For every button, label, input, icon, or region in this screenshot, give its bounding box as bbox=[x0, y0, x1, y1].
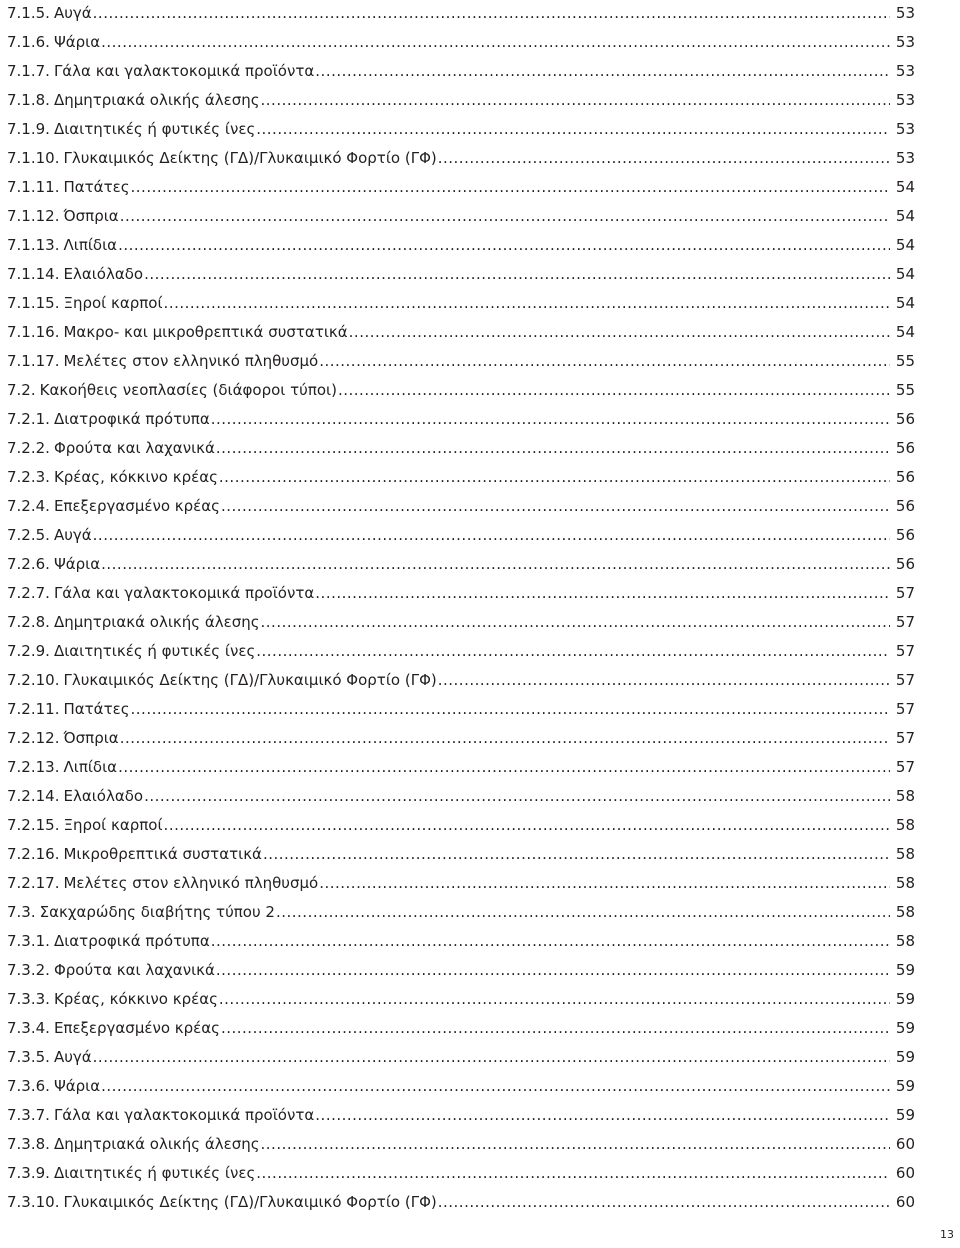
toc-entry-number: 7.2.7. bbox=[7, 584, 50, 602]
toc-entry-page: 55 bbox=[895, 352, 915, 370]
toc-entry-page: 59 bbox=[895, 1106, 915, 1124]
toc-entry-title: Λιπίδια bbox=[63, 758, 118, 776]
toc-entry-page: 60 bbox=[895, 1135, 915, 1153]
toc-entry bbox=[7, 637, 915, 666]
toc-entry-number: 7.1.15. bbox=[7, 294, 60, 312]
toc-entry-number: 7.2.14. bbox=[7, 787, 60, 805]
toc-entry bbox=[7, 811, 915, 840]
toc-entry-number: 7.3.10. bbox=[7, 1193, 60, 1211]
toc-entry-page: 56 bbox=[895, 410, 915, 428]
toc-entry-number: 7.1.9. bbox=[7, 120, 50, 138]
toc-entry-title: Όσπρια bbox=[63, 729, 119, 747]
dot-leader bbox=[118, 231, 890, 260]
toc-entry-title: Ελαιόλαδο bbox=[63, 787, 144, 805]
toc-entry-number: 7.2.11. bbox=[7, 700, 60, 718]
toc-entry-page: 58 bbox=[895, 874, 915, 892]
toc-entry bbox=[7, 521, 915, 550]
toc-entry-number: 7.1.8. bbox=[7, 91, 50, 109]
toc-entry-page: 57 bbox=[895, 671, 915, 689]
toc-entry-number: 7.3.6. bbox=[7, 1077, 50, 1095]
toc-entry-title: Μελέτες στον ελληνικό πληθυσμό bbox=[63, 352, 319, 370]
toc-entry-page: 59 bbox=[895, 1019, 915, 1037]
toc-entry-title: Διαιτητικές ή φυτικές ίνες bbox=[53, 1164, 256, 1182]
toc-entry bbox=[7, 28, 915, 57]
toc-entry-page: 53 bbox=[895, 120, 915, 138]
dot-leader bbox=[315, 57, 890, 86]
toc-entry-number: 7.3.5. bbox=[7, 1048, 50, 1066]
dot-leader bbox=[101, 1072, 890, 1101]
toc-entry-number: 7.1.10. bbox=[7, 149, 60, 167]
toc-entry-page: 56 bbox=[895, 497, 915, 515]
toc-entry-title: Γλυκαιμικός Δείκτης (ΓΔ)/Γλυκαιμικό Φορτίο (ΓΦ) bbox=[63, 149, 437, 167]
toc-entry-page: 56 bbox=[895, 555, 915, 573]
toc-entry-title: Μελέτες στον ελληνικό πληθυσμό bbox=[63, 874, 319, 892]
toc-entry-page: 54 bbox=[895, 265, 915, 283]
toc-entry-page: 53 bbox=[895, 91, 915, 109]
toc-entry bbox=[7, 260, 915, 289]
toc-entry-title: Ψάρια bbox=[53, 1077, 101, 1095]
toc-entry-title: Διαιτητικές ή φυτικές ίνες bbox=[53, 642, 256, 660]
toc-entry-title: Δημητριακά ολικής άλεσης bbox=[53, 613, 260, 631]
dot-leader bbox=[319, 347, 890, 376]
dot-leader bbox=[276, 898, 890, 927]
dot-leader bbox=[221, 492, 890, 521]
toc-entry-title: Διαιτητικές ή φυτικές ίνες bbox=[53, 120, 256, 138]
toc-entry-page: 58 bbox=[895, 903, 915, 921]
dot-leader bbox=[211, 405, 890, 434]
toc-entry-title: Φρούτα και λαχανικά bbox=[53, 961, 215, 979]
toc-entry-page: 60 bbox=[895, 1164, 915, 1182]
dot-leader bbox=[120, 202, 890, 231]
toc-entry bbox=[7, 0, 915, 28]
dot-leader bbox=[144, 782, 890, 811]
toc-entry bbox=[7, 289, 915, 318]
toc-entry-number: 7.1.13. bbox=[7, 236, 60, 254]
toc-entry-page: 54 bbox=[895, 236, 915, 254]
toc-entry-title: Αυγά bbox=[53, 1048, 92, 1066]
toc-entry-title: Γάλα και γαλακτοκομικά προϊόντα bbox=[53, 62, 315, 80]
toc-entry-title: Κρέας, κόκκινο κρέας bbox=[53, 990, 218, 1008]
dot-leader bbox=[164, 289, 890, 318]
toc-entry-page: 53 bbox=[895, 149, 915, 167]
toc-entry-title: Γάλα και γαλακτοκομικά προϊόντα bbox=[53, 1106, 315, 1124]
toc-entry-number: 7.1.12. bbox=[7, 207, 60, 225]
toc-entry-page: 53 bbox=[895, 33, 915, 51]
dot-leader bbox=[101, 550, 890, 579]
toc-entry-number: 7.1.16. bbox=[7, 323, 60, 341]
toc-entry bbox=[7, 231, 915, 260]
toc-entry bbox=[7, 869, 915, 898]
toc-entry-page: 54 bbox=[895, 178, 915, 196]
toc-entry-page: 59 bbox=[895, 1077, 915, 1095]
toc-entry bbox=[7, 753, 915, 782]
toc-entry-title: Γλυκαιμικός Δείκτης (ΓΔ)/Γλυκαιμικό Φορτίο (ΓΦ) bbox=[63, 671, 437, 689]
dot-leader bbox=[319, 869, 890, 898]
toc-entry-page: 59 bbox=[895, 990, 915, 1008]
toc-entry-number: 7.2.2. bbox=[7, 439, 50, 457]
dot-leader bbox=[219, 985, 890, 1014]
toc-entry bbox=[7, 608, 915, 637]
toc-entry-page: 58 bbox=[895, 845, 915, 863]
dot-leader bbox=[93, 0, 890, 28]
toc-entry-number: 7.2.15. bbox=[7, 816, 60, 834]
dot-leader bbox=[263, 840, 890, 869]
toc-entry-number: 7.2.17. bbox=[7, 874, 60, 892]
toc-entry-number: 7.2.6. bbox=[7, 555, 50, 573]
dot-leader bbox=[144, 260, 890, 289]
dot-leader bbox=[216, 956, 890, 985]
toc-entry-title: Διατροφικά πρότυπα bbox=[53, 932, 210, 950]
dot-leader bbox=[216, 434, 890, 463]
dot-leader bbox=[211, 927, 890, 956]
dot-leader bbox=[261, 86, 890, 115]
toc-entry-page: 60 bbox=[895, 1193, 915, 1211]
toc-entry bbox=[7, 376, 915, 405]
toc-entry-title: Μικροθρεπτικά συστατικά bbox=[63, 845, 262, 863]
toc-entry bbox=[7, 985, 915, 1014]
toc-entry bbox=[7, 347, 915, 376]
toc-entry-number: 7.3.2. bbox=[7, 961, 50, 979]
toc-entry bbox=[7, 405, 915, 434]
dot-leader bbox=[315, 1101, 890, 1130]
toc-entry-page: 57 bbox=[895, 758, 915, 776]
toc-entry-title: Γάλα και γαλακτοκομικά προϊόντα bbox=[53, 584, 315, 602]
toc-entry bbox=[7, 1072, 915, 1101]
toc-entry bbox=[7, 550, 915, 579]
toc-entry bbox=[7, 666, 915, 695]
toc-entry-page: 59 bbox=[895, 1048, 915, 1066]
toc-entry-title: Επεξεργασμένο κρέας bbox=[53, 497, 220, 515]
toc-entry-title: Σακχαρώδης διαβήτης τύπου 2 bbox=[39, 903, 275, 921]
toc-entry-number: 7.2.8. bbox=[7, 613, 50, 631]
dot-leader bbox=[256, 115, 890, 144]
toc-entry-number: 7.3.3. bbox=[7, 990, 50, 1008]
toc-entry bbox=[7, 1159, 915, 1188]
dot-leader bbox=[261, 1130, 890, 1159]
toc-entry-number: 7.2.16. bbox=[7, 845, 60, 863]
dot-leader bbox=[349, 318, 890, 347]
toc-entry-number: 7.3.8. bbox=[7, 1135, 50, 1153]
dot-leader bbox=[438, 666, 890, 695]
dot-leader bbox=[131, 173, 890, 202]
toc-entry-title: Όσπρια bbox=[63, 207, 119, 225]
toc-entry bbox=[7, 86, 915, 115]
toc-entry-title: Δημητριακά ολικής άλεσης bbox=[53, 91, 260, 109]
toc-entry-number: 7.2.1. bbox=[7, 410, 50, 428]
toc-entry-page: 53 bbox=[895, 62, 915, 80]
toc-entry-title: Επεξεργασμένο κρέας bbox=[53, 1019, 220, 1037]
toc-entry bbox=[7, 782, 915, 811]
toc-entry-title: Ξηροί καρποί bbox=[63, 294, 163, 312]
toc-entry-page: 54 bbox=[895, 207, 915, 225]
toc-entry-number: 7.1.11. bbox=[7, 178, 60, 196]
dot-leader bbox=[219, 463, 890, 492]
dot-leader bbox=[131, 695, 890, 724]
toc-entry-page: 57 bbox=[895, 700, 915, 718]
toc-entry-number: 7.2.3. bbox=[7, 468, 50, 486]
toc-entry-number: 7.3.4. bbox=[7, 1019, 50, 1037]
toc-entry-number: 7.3.7. bbox=[7, 1106, 50, 1124]
toc-entry-page: 57 bbox=[895, 584, 915, 602]
toc-entry-title: Ξηροί καρποί bbox=[63, 816, 163, 834]
toc-entry-number: 7.2. bbox=[7, 381, 36, 399]
dot-leader bbox=[221, 1014, 890, 1043]
dot-leader bbox=[93, 1043, 890, 1072]
dot-leader bbox=[93, 521, 890, 550]
toc-entry-number: 7.2.9. bbox=[7, 642, 50, 660]
toc-entry-page: 56 bbox=[895, 468, 915, 486]
toc-entry-title: Λιπίδια bbox=[63, 236, 118, 254]
toc-entry bbox=[7, 463, 915, 492]
dot-leader bbox=[338, 376, 890, 405]
toc-entry bbox=[7, 57, 915, 86]
toc-entry-number: 7.3.1. bbox=[7, 932, 50, 950]
dot-leader bbox=[438, 144, 890, 173]
toc-entry-page: 57 bbox=[895, 642, 915, 660]
toc-entry-number: 7.1.7. bbox=[7, 62, 50, 80]
toc-entry-title: Γλυκαιμικός Δείκτης (ΓΔ)/Γλυκαιμικό Φορτίο (ΓΦ) bbox=[63, 1193, 437, 1211]
toc-entry-page: 55 bbox=[895, 381, 915, 399]
dot-leader bbox=[256, 1159, 890, 1188]
toc-entry bbox=[7, 1014, 915, 1043]
toc-entry bbox=[7, 927, 915, 956]
toc-entry-number: 7.2.5. bbox=[7, 526, 50, 544]
toc-entry-number: 7.1.5. bbox=[7, 4, 50, 22]
dot-leader bbox=[118, 753, 890, 782]
toc-entry-title: Αυγά bbox=[53, 526, 92, 544]
toc-entry-title: Πατάτες bbox=[63, 700, 130, 718]
dot-leader bbox=[438, 1188, 890, 1217]
toc-entry bbox=[7, 434, 915, 463]
dot-leader bbox=[261, 608, 890, 637]
toc-entry-title: Ψάρια bbox=[53, 33, 101, 51]
toc-entry-page: 58 bbox=[895, 816, 915, 834]
table-of-contents bbox=[7, 0, 915, 1217]
toc-entry-title: Ψάρια bbox=[53, 555, 101, 573]
dot-leader bbox=[315, 579, 890, 608]
toc-entry-page: 54 bbox=[895, 323, 915, 341]
dot-leader bbox=[101, 28, 890, 57]
toc-entry-title: Κρέας, κόκκινο κρέας bbox=[53, 468, 218, 486]
toc-entry bbox=[7, 1130, 915, 1159]
dot-leader bbox=[120, 724, 890, 753]
toc-entry-title: Διατροφικά πρότυπα bbox=[53, 410, 210, 428]
toc-entry-number: 7.2.4. bbox=[7, 497, 50, 515]
page-number: 13 bbox=[940, 1228, 954, 1241]
toc-entry bbox=[7, 115, 915, 144]
dot-leader bbox=[256, 637, 890, 666]
toc-entry bbox=[7, 144, 915, 173]
toc-entry-title: Κακοήθεις νεοπλασίες (διάφοροι τύποι) bbox=[39, 381, 337, 399]
toc-entry-title: Ελαιόλαδο bbox=[63, 265, 144, 283]
toc-entry-number: 7.2.13. bbox=[7, 758, 60, 776]
toc-entry bbox=[7, 173, 915, 202]
toc-entry bbox=[7, 1101, 915, 1130]
toc-entry bbox=[7, 840, 915, 869]
toc-entry bbox=[7, 1043, 915, 1072]
toc-entry-title: Δημητριακά ολικής άλεσης bbox=[53, 1135, 260, 1153]
toc-entry bbox=[7, 318, 915, 347]
toc-entry-title: Πατάτες bbox=[63, 178, 130, 196]
toc-entry-number: 7.2.12. bbox=[7, 729, 60, 747]
toc-entry-number: 7.3. bbox=[7, 903, 36, 921]
toc-entry-page: 58 bbox=[895, 787, 915, 805]
toc-entry bbox=[7, 1188, 915, 1217]
toc-entry bbox=[7, 956, 915, 985]
toc-entry-page: 57 bbox=[895, 613, 915, 631]
toc-entry-number: 7.1.14. bbox=[7, 265, 60, 283]
toc-entry-page: 57 bbox=[895, 729, 915, 747]
toc-entry bbox=[7, 579, 915, 608]
toc-entry-title: Φρούτα και λαχανικά bbox=[53, 439, 215, 457]
toc-entry bbox=[7, 492, 915, 521]
toc-entry-title: Αυγά bbox=[53, 4, 92, 22]
toc-entry-title: Μακρο- και μικροθρεπτικά συστατικά bbox=[63, 323, 348, 341]
toc-entry-number: 7.2.10. bbox=[7, 671, 60, 689]
toc-entry bbox=[7, 724, 915, 753]
dot-leader bbox=[164, 811, 890, 840]
toc-entry-page: 53 bbox=[895, 4, 915, 22]
toc-entry-page: 56 bbox=[895, 526, 915, 544]
toc-entry-page: 56 bbox=[895, 439, 915, 457]
toc-entry-page: 54 bbox=[895, 294, 915, 312]
toc-entry bbox=[7, 202, 915, 231]
toc-entry bbox=[7, 898, 915, 927]
toc-entry-page: 58 bbox=[895, 932, 915, 950]
toc-entry-number: 7.1.17. bbox=[7, 352, 60, 370]
toc-entry-page: 59 bbox=[895, 961, 915, 979]
toc-entry-number: 7.3.9. bbox=[7, 1164, 50, 1182]
toc-entry-number: 7.1.6. bbox=[7, 33, 50, 51]
toc-entry bbox=[7, 695, 915, 724]
